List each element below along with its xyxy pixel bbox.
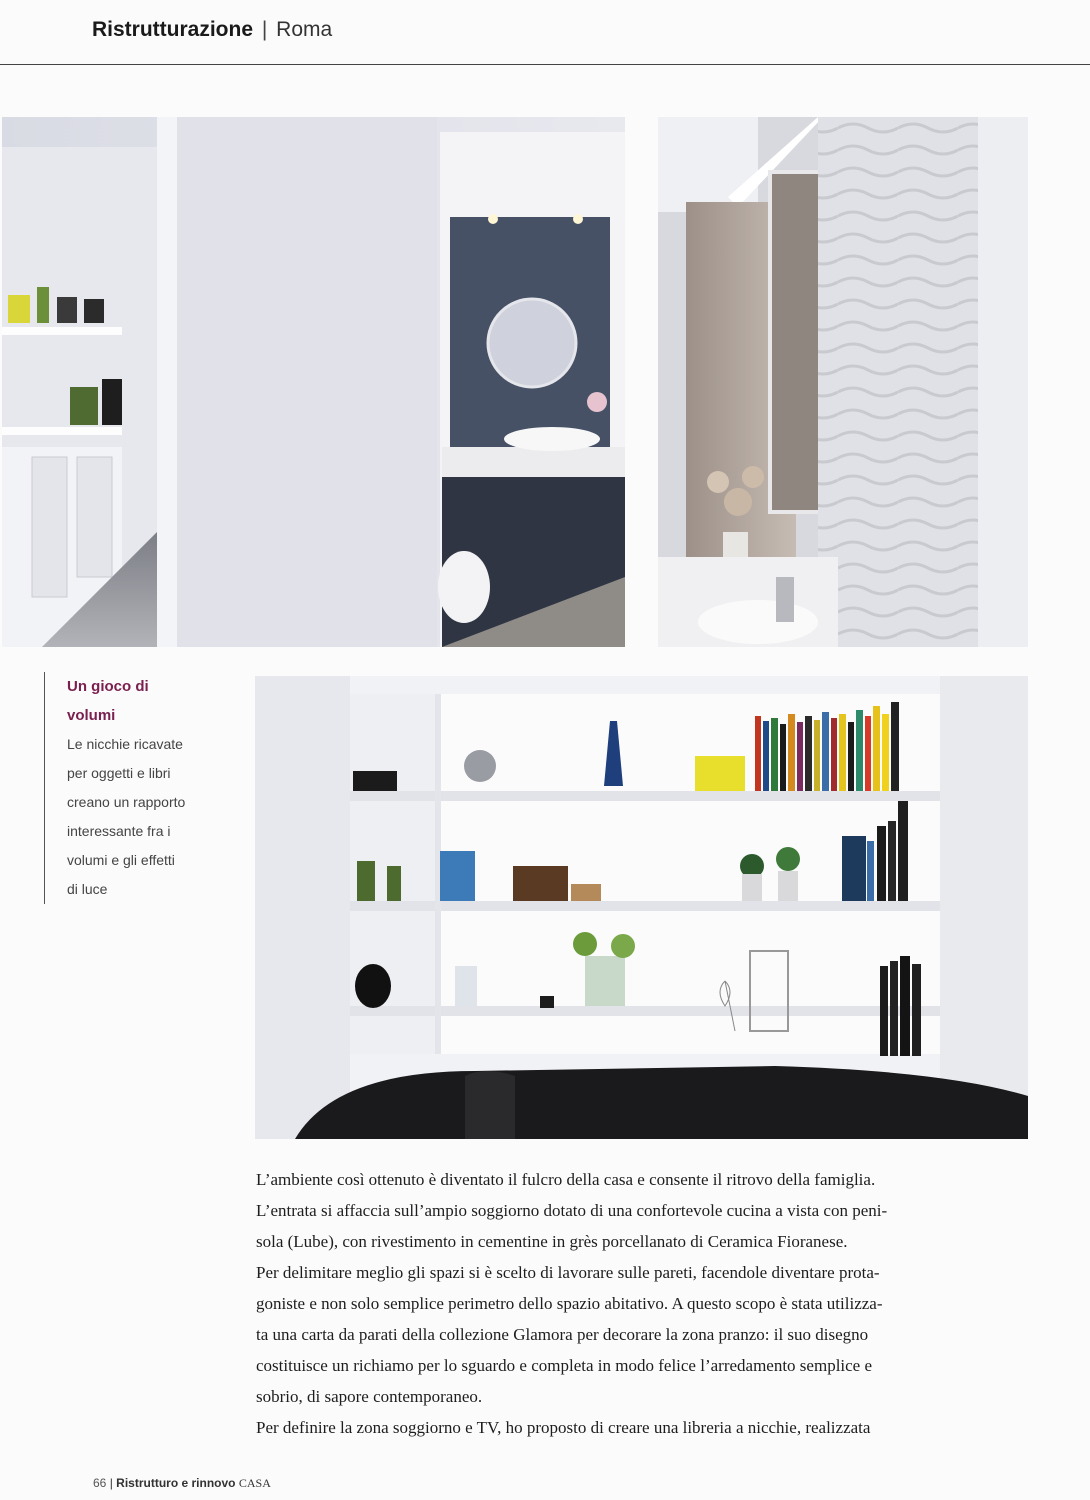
- caption-title-line: volumi: [67, 707, 116, 724]
- magazine-name: Ristrutturo e rinnovo: [116, 1476, 236, 1490]
- bookshelves-illustration: [255, 676, 1028, 1139]
- body-line: L’entrata si affaccia sull’ampio soggiorno dotato di una confortevole cucina a vista con peni-: [256, 1201, 888, 1220]
- page-number: 66: [93, 1476, 107, 1490]
- photo-bookshelves: [255, 676, 1028, 1139]
- caption-body-line: Le nicchie ricavate: [67, 736, 183, 752]
- body-line: sobrio, di sapore contemporaneo.: [256, 1387, 483, 1406]
- caption-body-line: per oggetti e libri: [67, 765, 171, 781]
- caption-body-line: volumi e gli effetti: [67, 852, 175, 868]
- body-line: sola (Lube), con rivestimento in cementine in grès porcellanato di Ceramica Fioranese.: [256, 1232, 848, 1251]
- caption-body: [67, 730, 257, 904]
- header-rule: [0, 64, 1090, 65]
- caption-body-line: di luce: [67, 881, 108, 897]
- body-line: goniste e non solo semplice perimetro dello spazio abitativo. A questo scopo è stata utilizza-: [256, 1294, 883, 1313]
- body-line: ta una carta da parati della collezione Glamora per decorare la zona pranzo: il suo disegno: [256, 1325, 869, 1344]
- body-line: costituisce un richiamo per lo sguardo e completa in modo felice l’arredamento semplice e: [256, 1356, 873, 1375]
- footer-separator: |: [109, 1476, 113, 1490]
- magazine-suffix: CASA: [238, 1476, 271, 1490]
- hallway-bathroom-illustration: [2, 117, 625, 647]
- header-city: Roma: [276, 18, 333, 41]
- caption-body-line: interessante fra i: [67, 823, 171, 839]
- body-line: L’ambiente così ottenuto è diventato il fulcro della casa e consente il ritrovo della famiglia.: [256, 1170, 876, 1189]
- caption-body-line: creano un rapporto: [67, 794, 186, 810]
- body-line: Per delimitare meglio gli spazi si è scelto di lavorare sulle pareti, facendole diventare prota-: [256, 1263, 880, 1282]
- article-body: [256, 1164, 1028, 1443]
- page-footer: [93, 1476, 271, 1491]
- photo-textured-wall: [658, 117, 1028, 647]
- photo-caption: [44, 672, 257, 904]
- caption-title: [67, 672, 257, 730]
- caption-title-line: Un gioco di: [67, 678, 149, 695]
- textured-wall-illustration: [658, 117, 1028, 647]
- header-separator: |: [261, 18, 268, 41]
- section-title: Ristrutturazione: [92, 18, 254, 41]
- body-line: Per definire la zona soggiorno e TV, ho proposto di creare una libreria a nicchie, realizzata: [256, 1418, 871, 1437]
- running-header: [92, 18, 332, 42]
- photo-hallway-bathroom: [2, 117, 625, 647]
